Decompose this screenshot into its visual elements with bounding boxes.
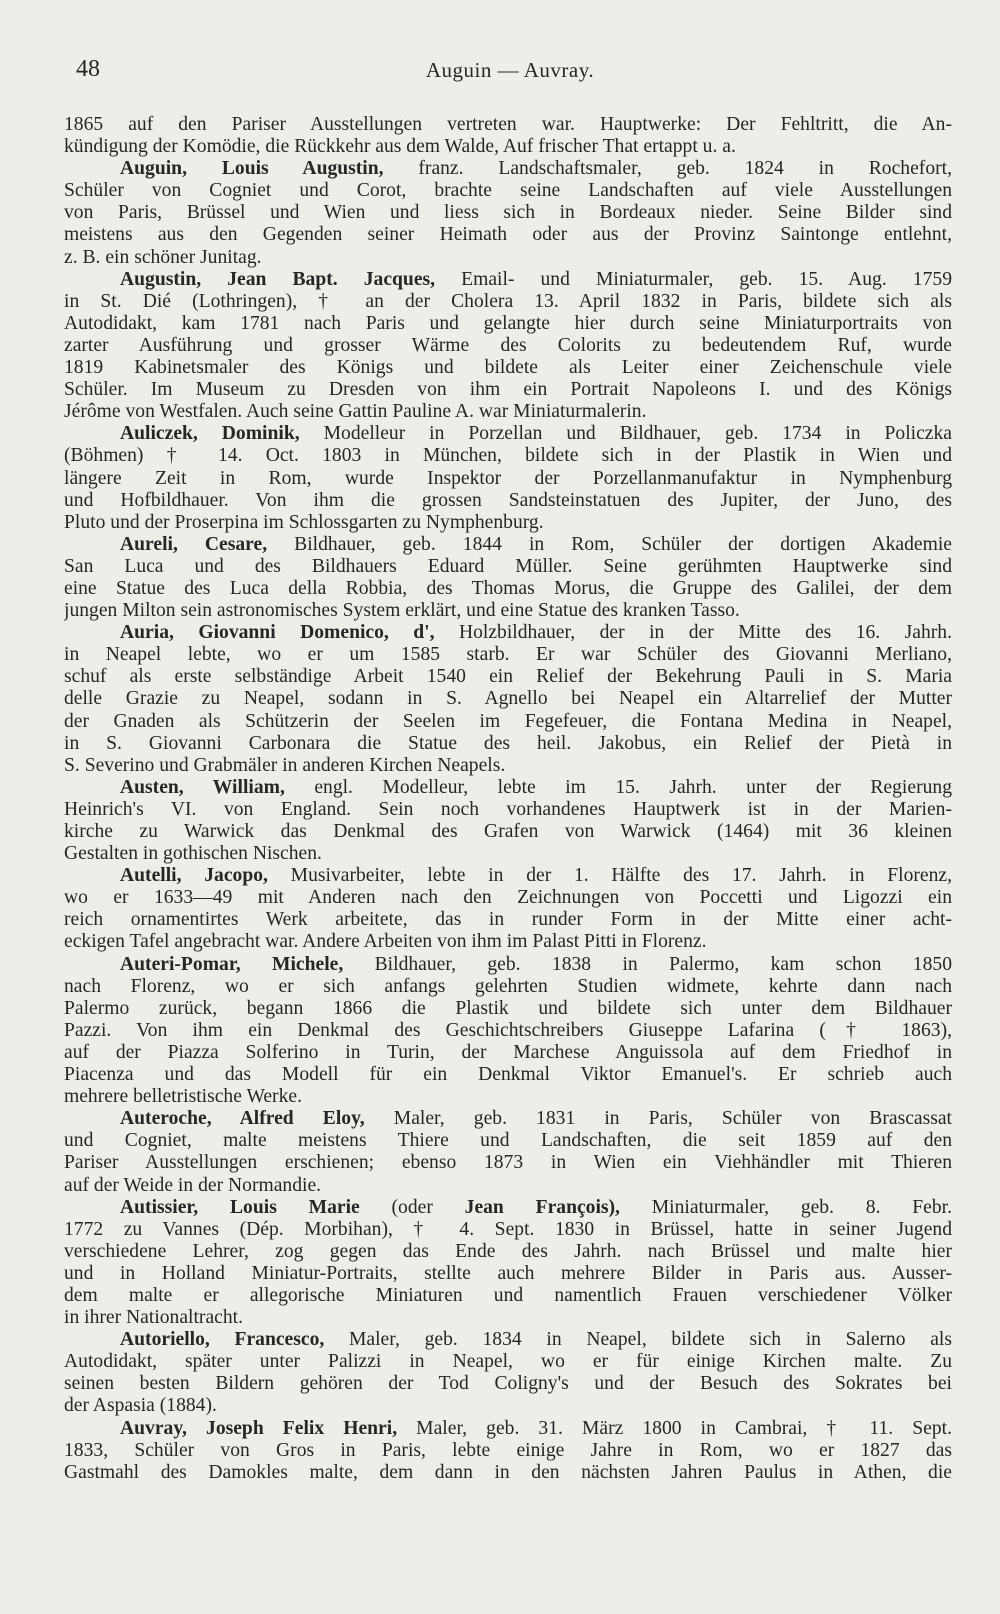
entry-name: Augustin, Jean Bapt. Jacques, xyxy=(120,268,436,290)
text-line xyxy=(64,1130,952,1152)
entry-text: 1772 zu Vannes (Dép. Morbihan), † 4. Sept. 1830 in Brüssel, hatte in seiner Jugend xyxy=(64,1218,952,1240)
entry-text: 1865 auf den Pariser Ausstellungen vertreten war. Hauptwerke: Der Fehltritt, die An- xyxy=(64,114,952,135)
entry-text: engl. Modelleur, lebte im 15. Jahrh. unter der Regierung xyxy=(284,776,952,798)
text-line xyxy=(64,644,952,666)
running-head: Auguin — Auvray. xyxy=(425,58,595,82)
page-number: 48 xyxy=(76,56,100,82)
entry-text: kündigung der Komödie, die Rückkehr aus dem Walde, Auf frischer That ertappt u. a. xyxy=(64,136,736,158)
entry-text: Autodidakt, später unter Palizzi in Neapel, wo er für einige Kirchen malte. Zu xyxy=(64,1351,952,1373)
text-line xyxy=(64,556,952,578)
entry-text: kirche zu Warwick das Denkmal des Grafen von Warwick (1464) mit 36 kleinen xyxy=(64,821,952,842)
entry-text: Pariser Ausstellungen erschienen; ebenso 1873 in Wien ein Viehhändler mit Thieren xyxy=(64,1152,952,1174)
entry-name: Autissier, Louis Marie xyxy=(120,1196,360,1218)
text-line xyxy=(64,755,952,777)
text-line xyxy=(64,998,952,1020)
entry-heading-line xyxy=(64,622,952,644)
text-line xyxy=(64,445,952,467)
text-line xyxy=(64,1285,952,1307)
text-line xyxy=(64,490,952,512)
entry-text: eckigen Tafel angebracht war. Andere Arbeiten von ihm im Palast Pitti in Florenz. xyxy=(64,931,707,953)
entry-heading-line xyxy=(64,534,952,556)
entry-heading-line xyxy=(64,1197,952,1219)
text-line xyxy=(64,224,952,246)
text-line xyxy=(64,180,952,202)
entry-text: längere Zeit in Rom, wurde Inspektor der Porzellanmanufaktur in Nymphenburg xyxy=(64,467,952,489)
entry-text: 1833, Schüler von Gros in Paris, lebte einige Jahre in Rom, wo er 1827 das xyxy=(64,1439,952,1461)
text-line xyxy=(64,291,952,313)
text-line xyxy=(64,114,952,136)
text-line xyxy=(64,666,952,688)
entry-text: auf der Piazza Solferino in Turin, der Marchese Anguissola auf dem Friedhof in xyxy=(64,1041,952,1063)
entry-text: (oder xyxy=(359,1196,465,1218)
entry-name: Aureli, Cesare, xyxy=(120,533,268,555)
text-line xyxy=(64,711,952,733)
entry-heading-line xyxy=(64,1418,952,1440)
text-line xyxy=(64,136,952,158)
text-line xyxy=(64,1086,952,1108)
text-line xyxy=(64,843,952,865)
entry-heading-line xyxy=(64,954,952,976)
entry-name-alt: Jean François), xyxy=(464,1196,620,1218)
entry-text: und Hofbildhauer. Von ihm die grossen Sandsteinstatuen des Jupiter, der Juno, des xyxy=(64,489,952,511)
entry-text: Musivarbeiter, lebte in der 1. Hälfte des 17. Jahrh. in Florenz, xyxy=(267,865,952,887)
text-line xyxy=(64,1241,952,1263)
text-line xyxy=(64,379,952,401)
entry-name: Auria, Giovanni Domenico, d', xyxy=(120,622,435,644)
text-line xyxy=(64,733,952,755)
entry-text: Heinrich's VI. von England. Sein noch vorhandenes Hauptwerk ist in der Marien- xyxy=(64,798,952,820)
entry-text: in ihrer Nationaltracht. xyxy=(64,1307,243,1329)
entry-text: seinen besten Bildern gehören der Tod Coligny's und der Besuch des Sokrates bei xyxy=(64,1373,952,1395)
text-line xyxy=(64,335,952,357)
entry-text: Email- und Miniaturmaler, geb. 15. Aug. 1759 xyxy=(435,268,952,290)
entry-text: Pluto und der Proserpina im Schlossgarten zu Nymphenburg. xyxy=(64,511,544,533)
entry-text: auf der Weide in der Normandie. xyxy=(64,1174,322,1196)
entry-name: Auteri-Pomar, Michele, xyxy=(120,953,344,975)
text-line xyxy=(64,202,952,224)
text-line xyxy=(64,468,952,490)
text-line xyxy=(64,1373,952,1395)
entry-text: Pazzi. Von ihm ein Denkmal des Geschichtschreibers Giuseppe Lafarina († 1863), xyxy=(64,1019,952,1041)
entry-text: S. Severino und Grabmäler in anderen Kirchen Neapels. xyxy=(64,754,506,776)
entry-text: und Cogniet, malte meistens Thiere und Landschaften, die seit 1859 auf den xyxy=(64,1130,952,1152)
entry-text: Maler, geb. 31. März 1800 in Cambrai, † 11. Sept. xyxy=(397,1417,952,1439)
entry-text: Bildhauer, geb. 1844 in Rom, Schüler der dortigen Akademie xyxy=(267,533,952,555)
entry-text: Maler, geb. 1834 in Neapel, bildete sich in Salerno als xyxy=(324,1329,952,1351)
entry-text: reich ornamentirtes Werk arbeitete, das in runder Form in der Mitte einer acht- xyxy=(64,909,952,931)
entry-text: und in Holland Miniatur-Portraits, stellte auch mehrere Bilder in Paris aus. Ausser- xyxy=(64,1262,952,1284)
entry-text: Schüler. Im Museum zu Dresden von ihm ein Portrait Napoleons I. und des Königs xyxy=(64,379,952,401)
entry-text: meistens aus den Gegenden seiner Heimath oder aus der Provinz Saintonge entlehnt, xyxy=(64,224,952,246)
text-line xyxy=(64,578,952,600)
entry-name: Austen, William, xyxy=(120,776,285,798)
entry-text: dem malte er allegorische Miniaturen und namentlich Frauen verschiedener Völker xyxy=(64,1284,952,1306)
entry-text: der Aspasia (1884). xyxy=(64,1395,217,1417)
text-line xyxy=(64,247,952,269)
lexicon-text-column xyxy=(64,114,952,1484)
entry-text: nach Florenz, wo er sich anfangs gelehrten Studien widmete, kehrte dann nach xyxy=(64,975,952,997)
entry-text: von Paris, Brüssel und Wien und liess sich in Bordeaux nieder. Seine Bilder sind xyxy=(64,202,952,224)
text-line xyxy=(64,931,952,953)
text-line xyxy=(64,313,952,335)
text-line xyxy=(64,1219,952,1241)
entry-name: Auliczek, Dominik, xyxy=(120,423,300,445)
text-line xyxy=(64,401,952,423)
entry-text: Modelleur in Porzellan und Bildhauer, geb. 1734 in Policzka xyxy=(299,423,952,445)
entry-text: zarter Ausführung und grosser Wärme des Colorits zu bedeutendem Ruf, wurde xyxy=(64,334,952,356)
entry-heading-line xyxy=(64,1329,952,1351)
text-line xyxy=(64,1152,952,1174)
text-line xyxy=(64,1307,952,1329)
entry-text: Palermo zurück, begann 1866 die Plastik und bildete sich unter dem Bildhauer xyxy=(64,997,952,1019)
entry-text: franz. Landschaftsmaler, geb. 1824 in Rochefort, xyxy=(383,158,952,180)
entry-name: Auguin, Louis Augustin, xyxy=(120,158,384,180)
entry-text: eine Statue des Luca della Robbia, des Thomas Morus, die Gruppe des Galilei, der dem xyxy=(64,577,952,599)
entry-heading-line xyxy=(64,777,952,799)
text-line xyxy=(64,821,952,843)
text-line xyxy=(64,1351,952,1373)
text-line xyxy=(64,600,952,622)
entry-text: San Luca und des Bildhauers Eduard Müller. Seine gerühmten Hauptwerke sind xyxy=(64,555,952,577)
text-line xyxy=(64,1440,952,1462)
entry-text: 1819 Kabinetsmaler des Königs und bildete als Leiter einer Zeichenschule viele xyxy=(64,357,952,379)
text-line xyxy=(64,887,952,909)
text-line xyxy=(64,688,952,710)
entry-text: Schüler von Cogniet und Corot, brachte seine Landschaften auf viele Ausstellungen xyxy=(64,180,952,202)
entry-text: wo er 1633—49 mit Anderen nach den Zeichnungen von Poccetti und Ligozzi ein xyxy=(64,887,952,909)
entry-heading-line xyxy=(64,865,952,887)
entry-heading-line xyxy=(64,158,952,180)
text-line xyxy=(64,357,952,379)
text-line xyxy=(64,512,952,534)
text-line xyxy=(64,1020,952,1042)
text-line xyxy=(64,909,952,931)
entry-text: Piacenza und das Modell für ein Denkmal Viktor Emanuel's. Er schrieb auch xyxy=(64,1064,952,1086)
entry-text: (Böhmen) † 14. Oct. 1803 in München, bildete sich in der Plastik in Wien und xyxy=(64,445,952,467)
entry-text: in S. Giovanni Carbonara die Statue des heil. Jakobus, ein Relief der Pietà in xyxy=(64,732,952,754)
entry-heading-line xyxy=(64,1108,952,1130)
text-line xyxy=(64,1175,952,1197)
entry-name: Auvray, Joseph Felix Henri, xyxy=(120,1417,398,1439)
entry-text: Jérôme von Westfalen. Auch seine Gattin Pauline A. war Miniaturmalerin. xyxy=(64,401,647,423)
entry-heading-line xyxy=(64,423,952,445)
entry-text: Gestalten in gothischen Nischen. xyxy=(64,843,322,865)
entry-heading-line xyxy=(64,269,952,291)
text-line xyxy=(64,1042,952,1064)
entry-text: Autodidakt, kam 1781 nach Paris und gelangte hier durch seine Miniaturportraits von xyxy=(64,312,952,334)
entry-text: Bildhauer, geb. 1838 in Palermo, kam schon 1850 xyxy=(343,953,952,975)
entry-text: in Neapel lebte, wo er um 1585 starb. Er war Schüler des Giovanni Merliano, xyxy=(64,644,952,666)
text-line xyxy=(64,1263,952,1285)
entry-text: Miniaturmaler, geb. 8. Febr. xyxy=(619,1196,952,1218)
entry-name: Auteroche, Alfred Eloy, xyxy=(120,1108,365,1130)
entry-text: jungen Milton sein astronomisches System erklärt, und eine Statue des kranken Tasso. xyxy=(64,600,740,622)
text-line xyxy=(64,1395,952,1417)
entry-text: mehrere belletristische Werke. xyxy=(64,1086,302,1108)
entry-name: Autelli, Jacopo, xyxy=(120,865,268,887)
text-line xyxy=(64,976,952,998)
page-header xyxy=(76,52,944,92)
entry-name: Autoriello, Francesco, xyxy=(120,1329,325,1351)
entry-text: Gastmahl des Damokles malte, dem dann in den nächsten Jahren Paulus in Athen, die xyxy=(64,1461,952,1483)
entry-text: Maler, geb. 1831 in Paris, Schüler von Brascassat xyxy=(364,1108,952,1130)
text-line xyxy=(64,1064,952,1086)
entry-text: in St. Dié (Lothringen), † an der Cholera 13. April 1832 in Paris, bildete sich als xyxy=(64,290,952,312)
entry-text: Holzbildhauer, der in der Mitte des 16. Jahrh. xyxy=(434,622,952,644)
entry-text: verschiedene Lehrer, zog gegen das Ende des Jahrh. nach Brüssel und malte hier xyxy=(64,1240,952,1262)
text-line xyxy=(64,1462,952,1484)
text-line xyxy=(64,799,952,821)
entry-text: z. B. ein schöner Junitag. xyxy=(64,246,262,268)
entry-text: delle Grazie zu Neapel, sodann in S. Agnello bei Neapel ein Altarrelief der Mutter xyxy=(64,688,952,710)
entry-text: der Gnaden als Schützerin der Seelen im Fegefeuer, die Fontana Medina in Neapel, xyxy=(64,710,952,732)
entry-text: schuf als erste selbständige Arbeit 1540 ein Relief der Bekehrung Pauli in S. Maria xyxy=(64,666,952,688)
